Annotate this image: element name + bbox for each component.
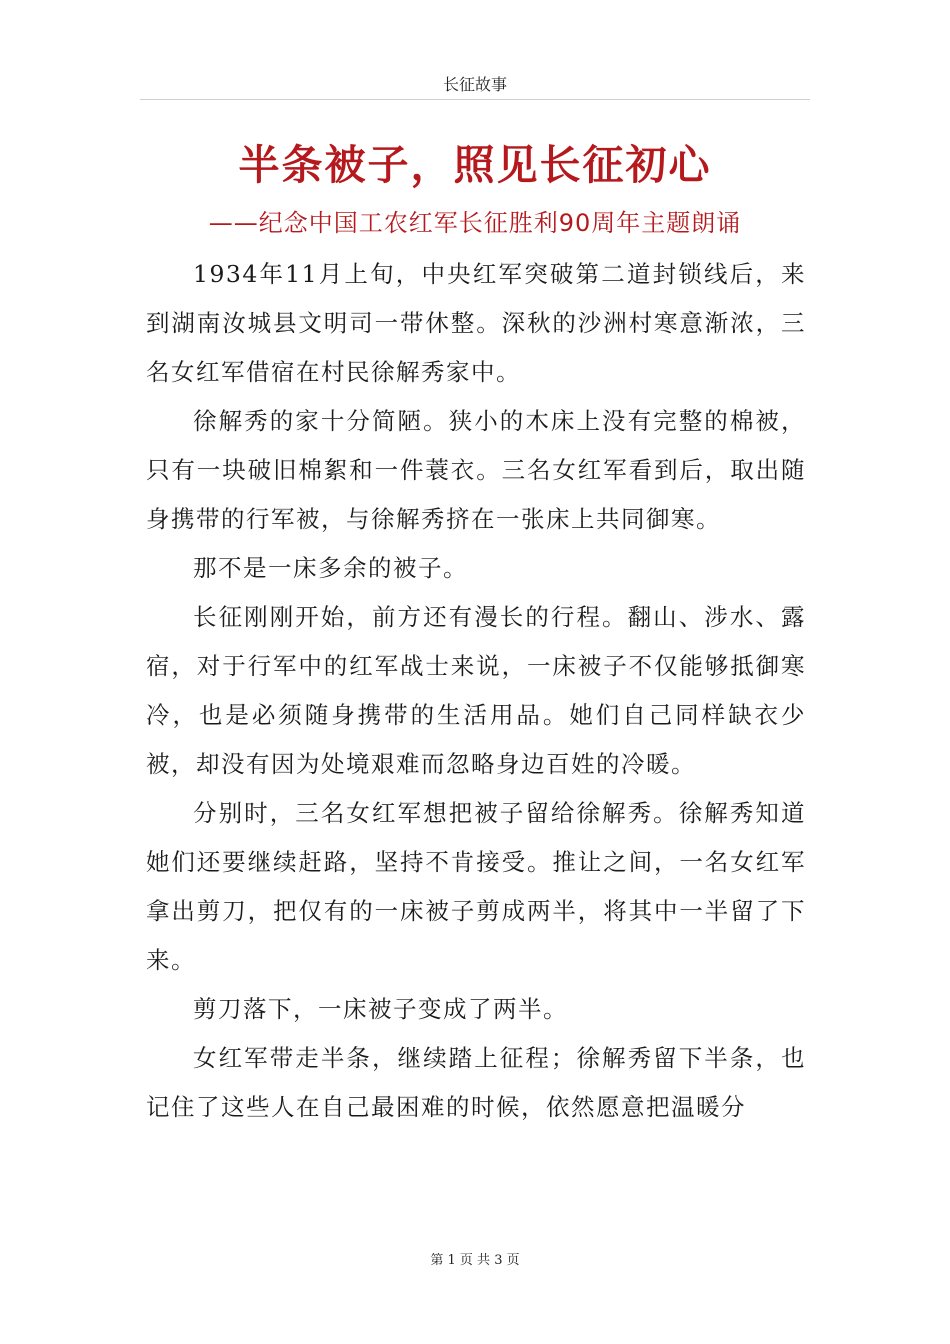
paragraph: 剪刀落下，一床被子变成了两半。 bbox=[193, 995, 568, 1023]
paragraph: 那不是一床多余的被子。 bbox=[193, 554, 468, 582]
document-title: 半条被子，照见长征初心 bbox=[238, 141, 712, 189]
document-subtitle: ——纪念中国工农红军长征胜利90周年主题朗诵 bbox=[208, 209, 742, 237]
paragraph: 1934年11月上旬，中央红军突破第二道封锁线后，来到湖南汝城县文明司一带休整。深秋的沙洲村寒意渐浓，三名女红军借宿在村民徐解秀家中。 bbox=[146, 260, 806, 386]
page-footer bbox=[0, 1249, 950, 1268]
paragraph: 徐解秀的家十分简陋。狭小的木床上没有完整的棉被，只有一块破旧棉絮和一件蓑衣。三名女红军看到后，取出随身携带的行军被，与徐解秀挤在一张床上共同御寒。 bbox=[146, 407, 806, 533]
page-number: 第 1 页 共 3 页 bbox=[430, 1253, 520, 1268]
paragraph: 长征刚刚开始，前方还有漫长的行程。翻山、涉水、露宿，对于行军中的红军战士来说，一床被子不仅能够抵御寒冷，也是必须随身携带的生活用品。她们自己同样缺衣少被，却没有因为处境艰难而忽略身边百姓的冷暖。 bbox=[146, 603, 806, 778]
paragraph: 女红军带走半条，继续踏上征程；徐解秀留下半条，也记住了这些人在自己最困难的时候，依然愿意把温暖分 bbox=[146, 1044, 806, 1121]
header-text: 长征故事 bbox=[442, 75, 507, 94]
paragraph: 分别时，三名女红军想把被子留给徐解秀。徐解秀知道她们还要继续赶路，坚持不肯接受。推让之间，一名女红军拿出剪刀，把仅有的一床被子剪成两半，将其中一半留了下来。 bbox=[146, 799, 806, 974]
page-header bbox=[0, 72, 950, 95]
document-body bbox=[146, 250, 806, 1132]
header-divider bbox=[140, 99, 810, 100]
